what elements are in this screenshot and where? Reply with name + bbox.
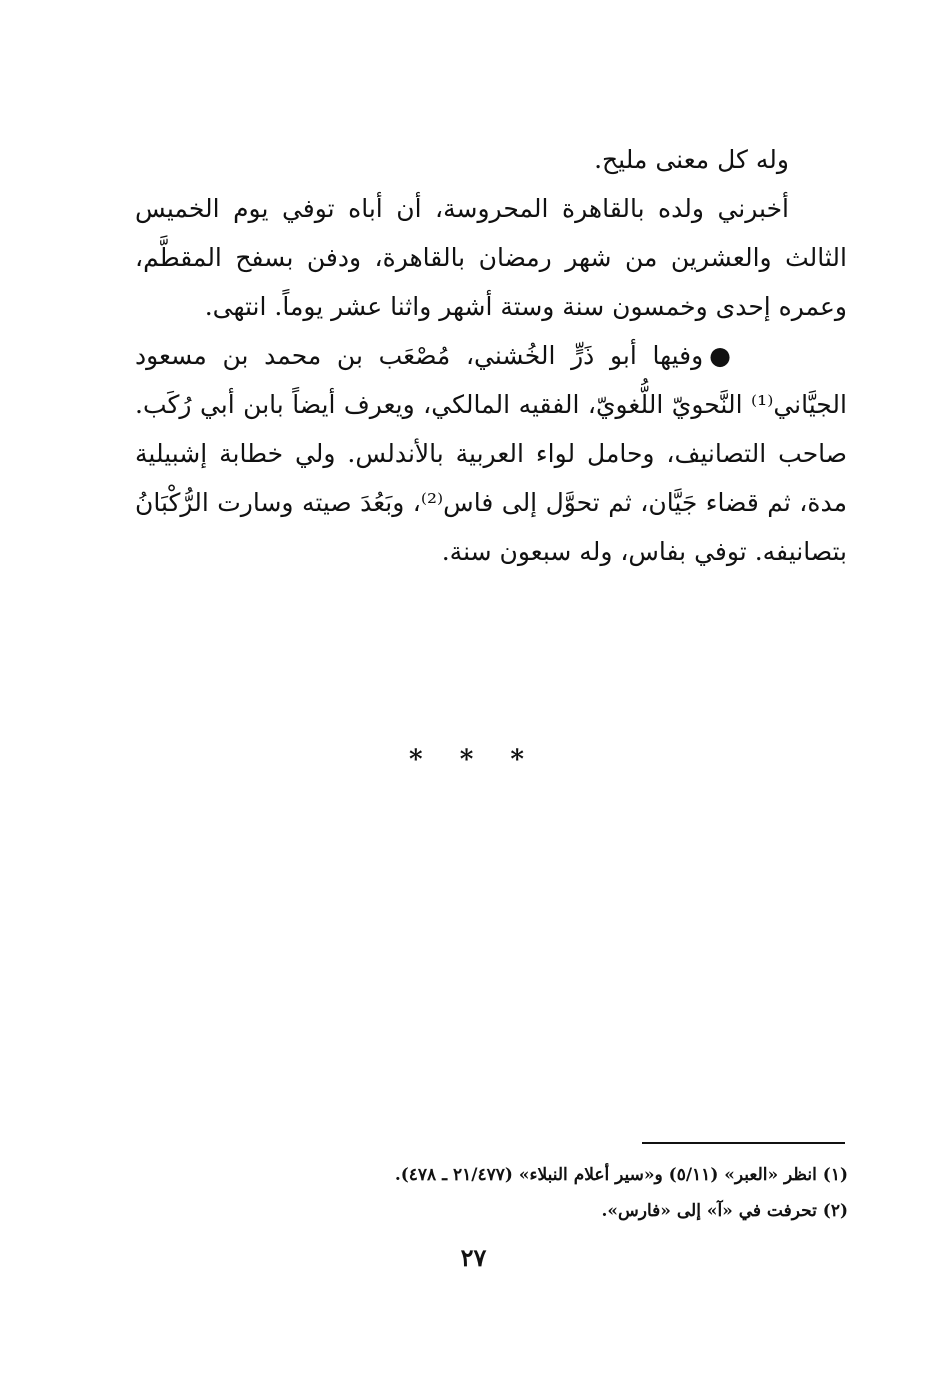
footnote-divider [642,1142,845,1144]
poem-line: وله كل معنى مليح. [594,145,789,174]
paragraph-biography [135,331,847,576]
section-separator: * * * [409,745,538,775]
main-text [135,135,847,576]
biography-text: وفيها أبو ذَرٍّ الخُشني، مُصْعَب بن محمد بن مسعود الجيَّاني⁽¹⁾ النَّحويّ اللُّغويّ، الفقيه المالكي، ويعرف أيضاً بابن أبي رُكَب. صاحب التصانيف، وحامل لواء العربية بالأندلس. ولي خطابة إشبيلية مدة، ثم قضاء جَيَّان، ثم تحوَّل إلى فاس⁽²⁾، وبَعُدَ صيته وسارت الرُّكْبَانُ بتصانيفه. توفي بفاس، وله سبعون سنة. [135,341,847,566]
page-number: ٢٧ [460,1243,487,1272]
footnote-1: (١) انظر «العبر» (٥/١١) و«سير أعلام النبلاء» (٢١/٤٧٧ ـ ٤٧٨). [394,1165,848,1185]
footnote-2: (٢) تحرفت في «آ» إلى «فارس». [601,1201,848,1221]
bullet-icon: ● [709,341,731,370]
footnotes [300,1157,848,1229]
paragraph-death-date: أخبرني ولده بالقاهرة المحروسة، أن أباه توفي يوم الخميس الثالث والعشرين من شهر رمضان بالقاهرة، ودفن بسفح المقطَّم، وعمره إحدى وخمسون سنة وستة أشهر واثنا عشر يوماً. انتهى. [135,194,847,321]
